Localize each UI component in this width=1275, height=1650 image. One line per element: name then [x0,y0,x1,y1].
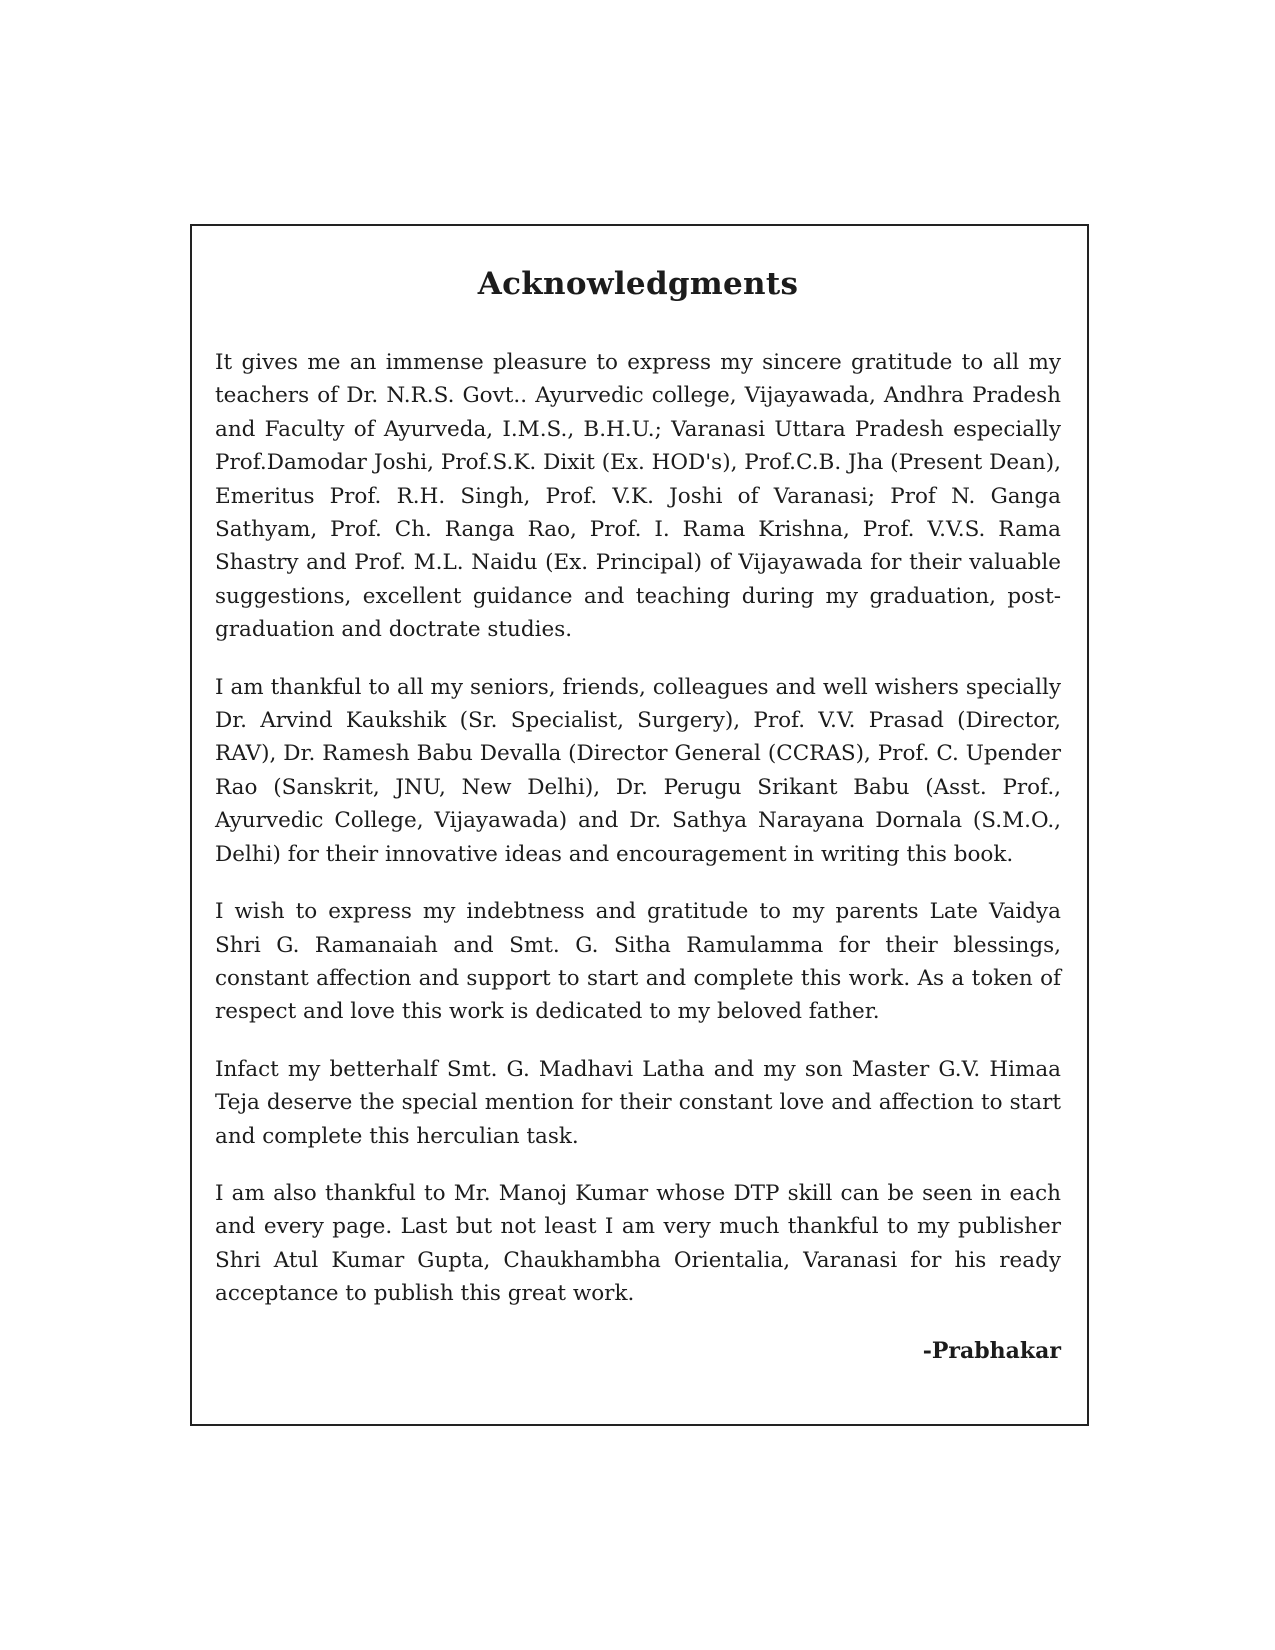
acknowledgments-body [215,346,1061,1367]
acknowledgments-box [190,224,1089,1426]
page-title: Acknowledgments [477,266,799,302]
paragraph-parents: I wish to express my indebtness and gratitude to my parents Late Vaidya Shri G. Ramanaiah and Smt. G. Sitha Ramulamma for their blessings, constant affection and support to start and complete this work. As a token of respect and love this work is dedicated to my beloved father. [215,899,1061,1025]
paragraph-publisher: I am also thankful to Mr. Manoj Kumar whose DTP skill can be seen in each and every page. Last but not least I am very much thankful to my publisher Shri Atul Kumar Gupta, Chaukhambha Orientalia, Varanasi for his ready acceptance to publish this great work. [215,1180,1061,1307]
paragraph-seniors-friends: I am thankful to all my seniors, friends, colleagues and well wishers specially Dr. Arvind Kaukshik (Sr. Specialist, Surgery), Prof. V.V. Prasad (Director, RAV), Dr. Ramesh Babu Devalla (Director General (CCRAS), Prof. C. Upender Rao (Sanskrit, JNU, New Delhi), Dr. Perugu Srikant Babu (Asst. Prof., Ayurvedic College, Vijayawada) and Dr. Sathya Narayana Dornala (S.M.O., Delhi) for their innovative ideas and encouragement in writing this book. [215,674,1061,867]
paragraph-family: Infact my betterhalf Smt. G. Madhavi Latha and my son Master G.V. Himaa Teja deserve the special mention for their constant love and affection to start and complete this herculian task. [215,1056,1061,1149]
author-signature: -Prabhakar [922,1337,1061,1364]
paragraph-teachers: It gives me an immense pleasure to express my sincere gratitude to all my teachers of Dr. N.R.S. Govt.. Ayurvedic college, Vijayawada, Andhra Pradesh and Faculty of Ayurveda, I.M.S., B.H.U.; Varanasi Uttara Pradesh especially Prof.Damodar Joshi, Prof.S.K. Dixit (Ex. HOD's), Prof.C.B. Jha (Present Dean), Emeritus Prof. R.H. Singh, Prof. V.K. Joshi of Varanasi; Prof N. Ganga Sathyam, Prof. Ch. Ranga Rao, Prof. I. Rama Krishna, Prof. V.V.S. Rama Shastry and Prof. M.L. Naidu (Ex. Principal) of Vijayawada for their valuable suggestions, excellent guidance and teaching during my graduation, post-graduation and doctrate studies. [215,350,1061,643]
